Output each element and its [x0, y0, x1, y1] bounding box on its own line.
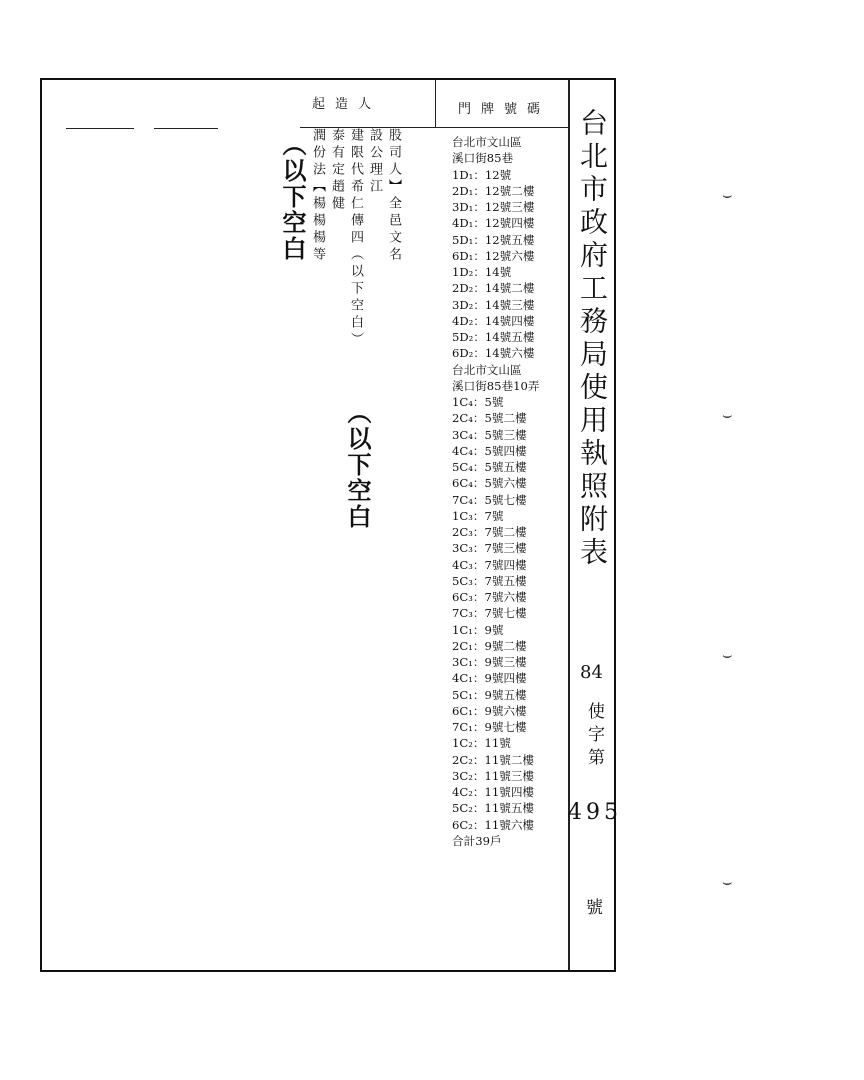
address-row: 5C₃：7號五樓 [452, 573, 527, 588]
builder-header: 起造人 [312, 97, 382, 112]
address-row: 3C₄：5號三樓 [452, 427, 527, 442]
header-underline-left-2 [154, 128, 218, 129]
scan-mark: ⌣ [722, 872, 733, 891]
blank-marker-left: （以下空白 [278, 132, 307, 262]
house-number-header: 門牌號碼 [458, 102, 551, 117]
permit-prefix: 使字第 [584, 702, 604, 771]
address-row: 4D₁：12號四樓 [452, 216, 535, 231]
builder-column-1: 股司人】全邑文名 [386, 128, 401, 264]
address-row: 6D₁：12號六樓 [452, 248, 535, 263]
permit-attachment-title: 台北市政府工務局使用執照附表 [576, 108, 609, 570]
address-row: 4C₁：9號四樓 [452, 671, 527, 686]
address-row: 5C₄：5號五樓 [452, 460, 527, 474]
address-row: 1C₂：11號 [452, 736, 511, 751]
address-row: 4C₄：5號四樓 [452, 443, 527, 458]
address-row: 2D₂：14號二樓 [452, 281, 535, 296]
address-row: 1C₁：9號 [452, 622, 504, 637]
address-row: 6C₂：11號六樓 [452, 817, 535, 832]
address-row: 5C₁：9號五樓 [452, 687, 527, 702]
builder-column-3: 建限代希仁傳四（以下空白） [348, 128, 363, 349]
address-row: 溪口街85巷 [452, 151, 514, 166]
address-row: 1D₂：14號 [452, 265, 512, 279]
address-row: 3C₃：7號三樓 [452, 541, 527, 556]
address-row: 台北市文山區 [452, 362, 522, 377]
header-underline-left-1 [66, 128, 134, 129]
address-row: 1D₁：12號 [452, 167, 512, 182]
builder-column-5: 潤份法【楊楊楊等 [310, 128, 325, 264]
address-row: 6D₂：14號六樓 [452, 346, 535, 361]
address-row: 5D₂：14號五樓 [452, 330, 535, 344]
address-row: 7C₁：9號七樓 [452, 720, 527, 734]
address-row: 2D₁：12號二樓 [452, 183, 535, 198]
builder-column-2: 設公理江 [367, 128, 382, 196]
permit-year: 84 [580, 662, 603, 683]
address-row: 3C₁：9號三樓 [452, 655, 527, 669]
scan-mark: ⌣ [722, 405, 733, 424]
permit-number: 495 [568, 800, 622, 825]
address-row: 3C₂：11號三樓 [452, 768, 535, 783]
address-row: 2C₂：11號二樓 [452, 752, 535, 767]
address-row: 7C₃：7號七樓 [452, 606, 527, 621]
address-row: 1C₃：7號 [452, 508, 504, 523]
scan-mark: ⌣ [722, 645, 733, 664]
address-row: 4D₂：14號四樓 [452, 313, 535, 328]
address-row: 6C₃：7號六樓 [452, 590, 527, 604]
address-row: 7C₄：5號七樓 [452, 492, 527, 507]
address-list [452, 134, 568, 849]
address-row: 4C₂：11號四樓 [452, 785, 535, 799]
blank-marker-middle: （以下空白 [343, 400, 372, 530]
address-row: 5C₂：11號五樓 [452, 801, 535, 816]
address-row: 3D₁：12號三樓 [452, 200, 535, 214]
address-row: 2C₃：7號二樓 [452, 525, 527, 539]
sidebar-divider [568, 80, 570, 970]
address-row: 6C₁：9號六樓 [452, 703, 527, 718]
builder-column-4: 泰有定趙健 [329, 128, 344, 213]
address-row: 1C₄：5號 [452, 395, 504, 409]
scan-mark: ⌣ [722, 185, 733, 204]
permit-suffix: 號 [586, 898, 603, 918]
address-row: 5D₁：12號五樓 [452, 232, 535, 247]
address-row: 2C₁：9號二樓 [452, 638, 527, 653]
address-row: 6C₄：5號六樓 [452, 476, 527, 491]
address-row: 4C₃：7號四樓 [452, 557, 527, 572]
address-row: 溪口街85巷10弄 [452, 378, 540, 393]
column-divider [435, 80, 436, 128]
address-row: 2C₄：5號二樓 [452, 411, 527, 426]
address-row: 合計39戶 [452, 833, 502, 848]
address-row: 台北市文山區 [452, 135, 522, 149]
address-row: 3D₂：14號三樓 [452, 297, 535, 312]
